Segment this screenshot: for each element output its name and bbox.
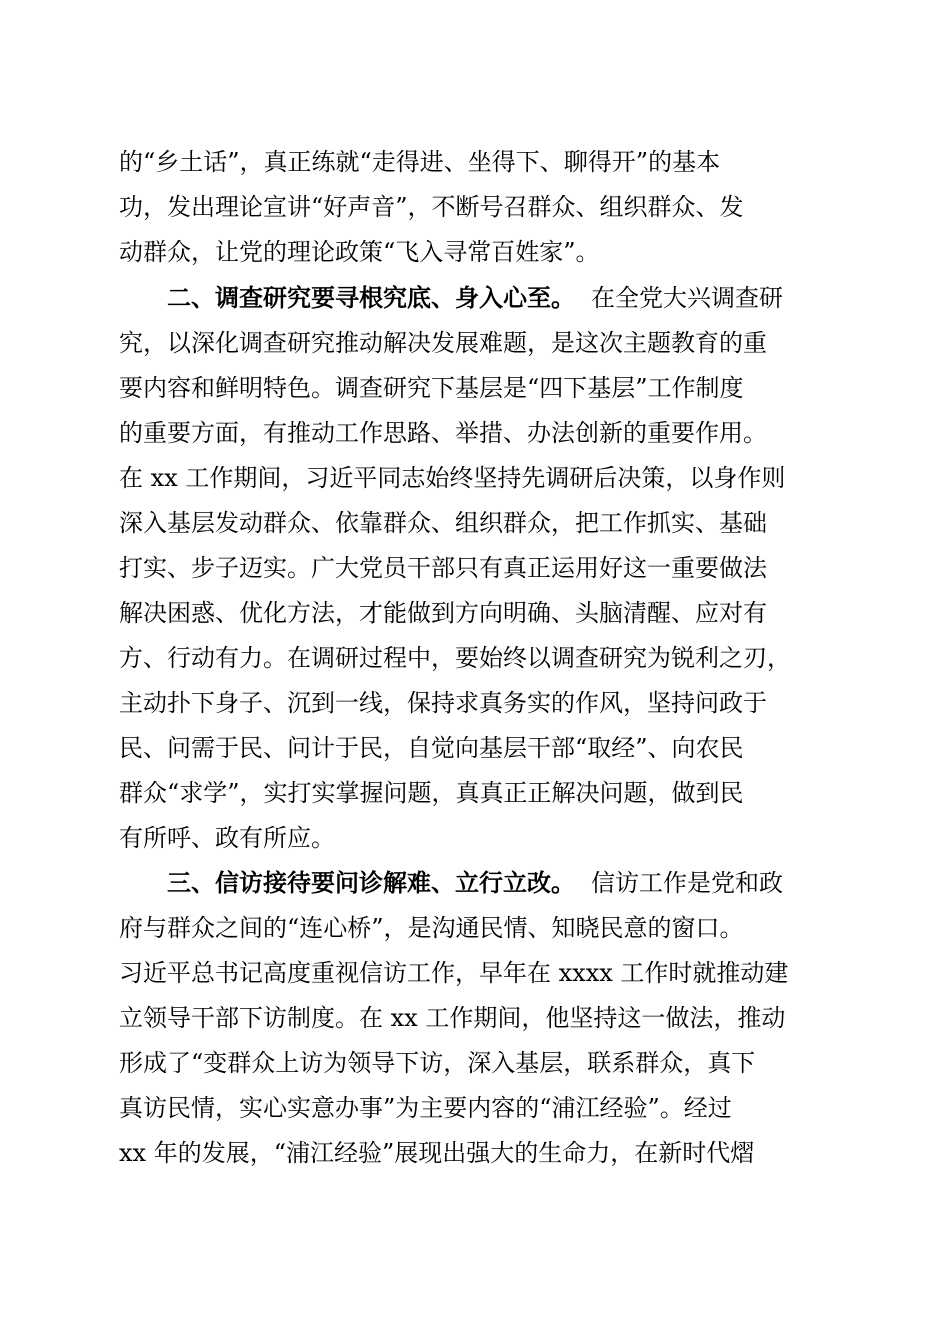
- section-three-line: 形成了“变群众上访为领导下访，深入基层，联系群众，真下: [119, 1049, 756, 1077]
- text-line: [0, 863, 950, 903]
- text-line: [0, 278, 950, 318]
- section-two-line: 究，以深化调查研究推动解决发展难题，是这次主题教育的重: [119, 329, 767, 357]
- section-two-line: 方、行动有力。在调研过程中，要始终以调查研究为锐利之刃，: [119, 644, 791, 672]
- section-three-line: 习近平总书记高度重视信访工作，早年在 xxxx 工作时就推动建: [119, 959, 789, 987]
- text-line: [0, 187, 950, 227]
- section-two-line: 打实、步子迈实。广大党员干部只有真正运用好这一重要做法: [119, 554, 767, 582]
- text-line: [0, 548, 950, 588]
- text-line: [0, 413, 950, 453]
- section-two-line: 有所呼、政有所应。: [119, 824, 335, 852]
- intro-line-1: 的“乡土话”，真正练就“走得进、坐得下、聊得开”的基本: [119, 148, 721, 176]
- section-three-line: 真访民情，实心实意办事”为主要内容的“浦江经验”。经过: [119, 1094, 732, 1122]
- intro-line-2: 功，发出理论宣讲“好声音”，不断号召群众、组织群众、发: [119, 193, 744, 221]
- text-line: [0, 323, 950, 363]
- section-two-line: 要内容和鲜明特色。调查研究下基层是“四下基层”工作制度: [119, 374, 744, 402]
- section-two-line: 主动扑下身子、沉到一线，保持求真务实的作风，坚持问政于: [119, 689, 767, 717]
- section-two-heading: 二、调查研究要寻根究底、身入心至。: [167, 283, 575, 312]
- text-line: [0, 593, 950, 633]
- text-line: [0, 368, 950, 408]
- section-two-line: 解决困惑、优化方法，才能做到方向明确、头脑清醒、应对有: [119, 599, 767, 627]
- section-two-line: 的重要方面，有推动工作思路、举措、办法创新的重要作用。: [119, 419, 767, 447]
- text-line: [0, 908, 950, 948]
- text-line: [0, 728, 950, 768]
- text-line: [0, 683, 950, 723]
- section-three-line: 立领导干部下访制度。在 xx 工作期间，他坚持这一做法，推动: [119, 1004, 786, 1032]
- section-two-line: 民、问需于民、问计于民，自觉向基层干部“取经”、向农民: [119, 734, 744, 762]
- text-line: [0, 1133, 950, 1173]
- section-two-line: 在 xx 工作期间，习近平同志始终坚持先调研后决策，以身作则: [119, 464, 786, 492]
- section-two-line: 群众“求学”，实打实掌握问题，真真正正解决问题，做到民: [119, 779, 744, 807]
- text-line: [0, 998, 950, 1038]
- text-line: [0, 458, 950, 498]
- text-line: [0, 232, 950, 272]
- text-line: [0, 638, 950, 678]
- text-line: [0, 773, 950, 813]
- text-line: [0, 953, 950, 993]
- text-line: [0, 1043, 950, 1083]
- section-two-first-line: 在全党大兴调查研: [591, 284, 783, 312]
- section-three-first-line: 信访工作是党和政: [591, 869, 783, 897]
- section-three-heading: 三、信访接待要问诊解难、立行立改。: [167, 868, 575, 897]
- section-three-line: xx 年的发展，“浦江经验”展现出强大的生命力，在新时代熠: [119, 1139, 755, 1167]
- section-three-line: 府与群众之间的“连心桥”，是沟通民情、知晓民意的窗口。: [119, 914, 744, 942]
- intro-line-3: 动群众，让党的理论政策“飞入寻常百姓家”。: [119, 238, 600, 266]
- text-line: [0, 503, 950, 543]
- text-line: [0, 818, 950, 858]
- section-two-line: 深入基层发动群众、依靠群众、组织群众，把工作抓实、基础: [119, 509, 767, 537]
- text-line: [0, 142, 950, 182]
- text-line: [0, 1088, 950, 1128]
